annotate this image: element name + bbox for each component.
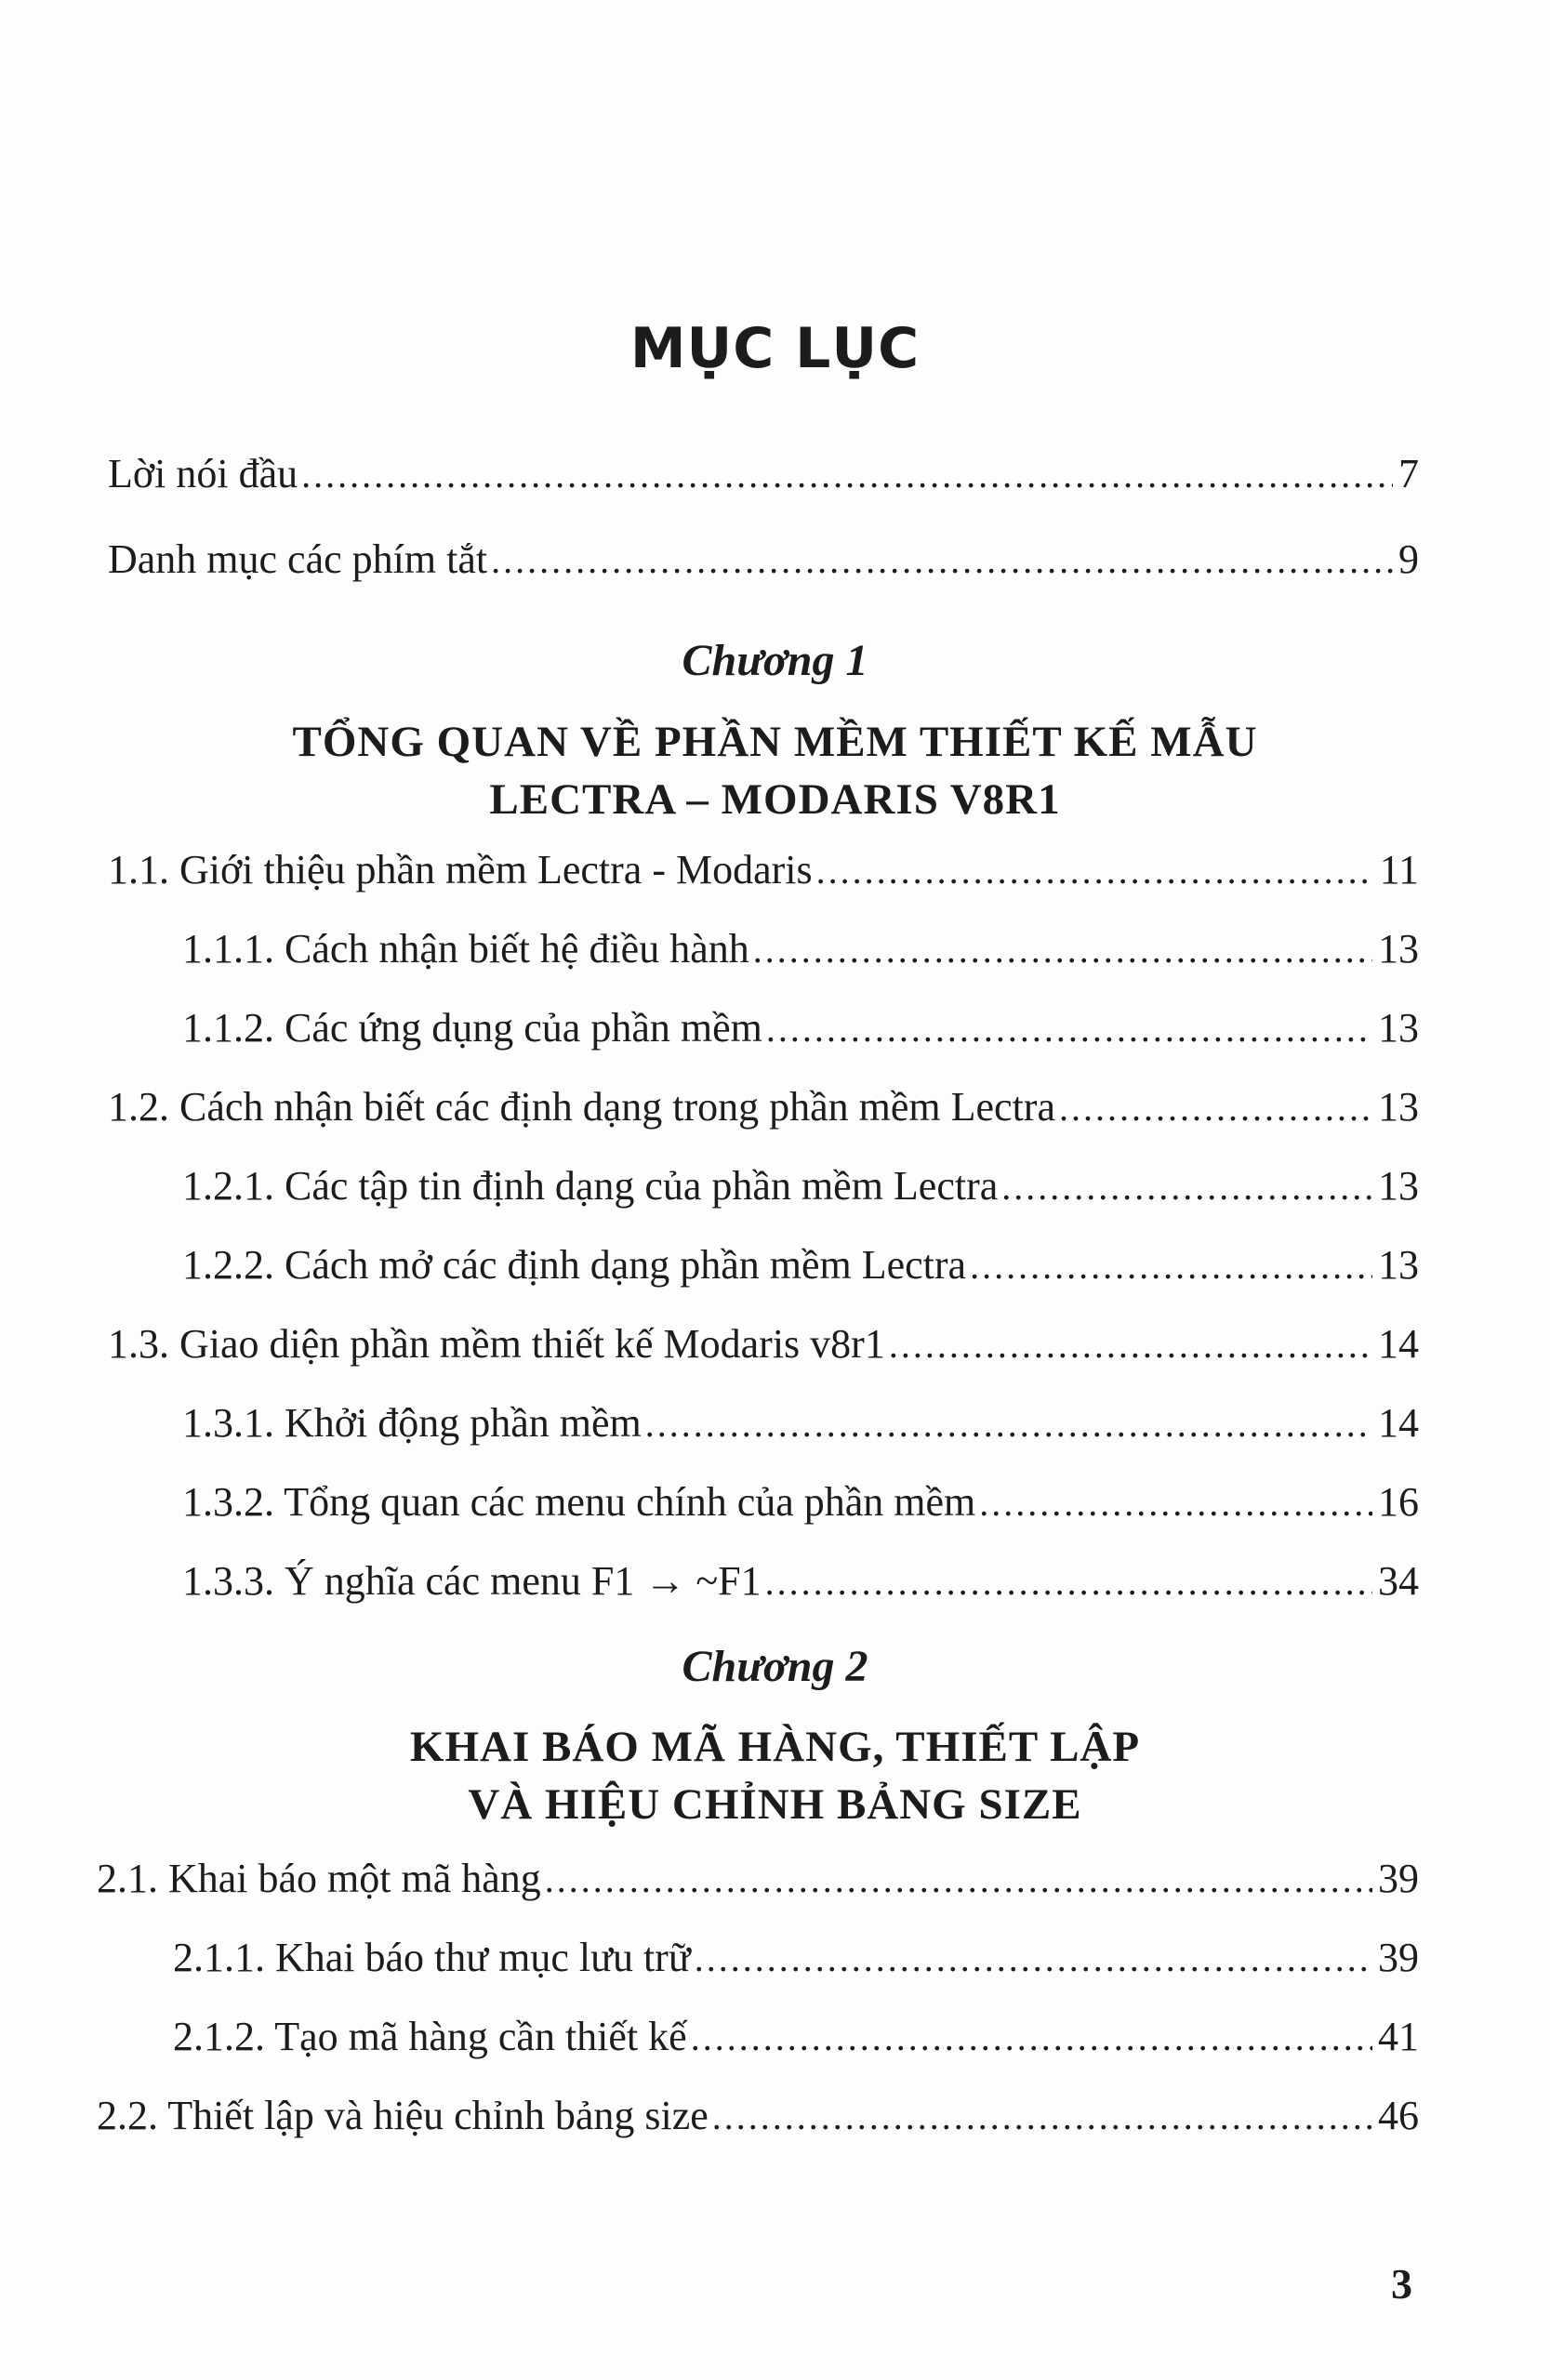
toc-entry-page: 13 [1378,926,1419,972]
dot-leader [766,1007,1372,1051]
toc-entry-2-2 [97,2092,1419,2141]
toc-entry-page: 39 [1378,1935,1419,1980]
toc-entry-page: 13 [1378,1084,1419,1130]
toc-entry-2-1 [97,1855,1419,1904]
toc-entry-foreword [108,450,1419,499]
toc-entry-1-2 [108,1083,1419,1132]
dot-leader [816,849,1374,893]
toc-entry-text: 1.2. Cách nhận biết các định dạng trong phần mềm Lectra [108,1084,1055,1130]
toc-entry-text: Lời nói đầu [108,451,298,496]
dot-leader [491,538,1393,583]
toc-entry-text: 2.1. Khai báo một mã hàng [97,1856,541,1901]
toc-entry-text: Danh mục các phím tắt [108,536,488,582]
dot-leader [753,928,1372,972]
chapter-1-label: Chương 1 [682,636,868,685]
toc-entry-1-1-1 [182,925,1419,974]
dot-leader [765,1560,1372,1605]
chapter-2-title-line-1: KHAI BÁO MÃ HÀNG, THIẾT LẬP [409,1723,1141,1771]
toc-entry-1-1 [108,846,1419,895]
chapter-2-title-line-2: VÀ HIỆU CHỈNH BẢNG SIZE [468,1780,1082,1829]
toc-entry-shortcuts [108,536,1419,585]
toc-entry-page: 41 [1378,2014,1419,2059]
dot-leader [1059,1086,1372,1130]
toc-entry-2-1-1 [173,1934,1419,1983]
toc-entry-text: 1.1.2. Các ứng dụng của phần mềm [182,1005,762,1051]
toc-entry-text: 1.3.3. Ý nghĩa các menu F1 → ~F1 [182,1558,762,1604]
toc-entry-page: 16 [1378,1479,1419,1525]
toc-entry-page: 34 [1378,1558,1419,1604]
toc-entry-page: 14 [1378,1400,1419,1446]
dot-leader [695,1937,1372,1981]
toc-entry-page: 13 [1378,1163,1419,1209]
toc-entry-text: 1.3.2. Tổng quan các menu chính của phần mềm [182,1479,976,1525]
dot-leader [1001,1165,1372,1210]
chapter-1-title-line-2: LECTRA – MODARIS V8R1 [489,775,1061,824]
toc-entry-1-3-1 [182,1399,1419,1448]
toc-entry-1-3 [108,1320,1419,1369]
toc-entry-page: 11 [1379,847,1419,892]
toc-entry-page: 13 [1378,1005,1419,1051]
toc-entry-text: 1.3. Giao diện phần mềm thiết kế Modaris v8r1 [108,1321,885,1367]
toc-entry-1-2-1 [182,1162,1419,1211]
dot-leader [970,1244,1372,1289]
dot-leader [545,1858,1372,1902]
dot-leader [691,2016,1372,2060]
dot-leader [712,2095,1372,2139]
page-title: MỤC LỤC [629,316,921,381]
toc-entry-text: 1.1.1. Cách nhận biết hệ điều hành [182,926,749,972]
toc-entry-text: 2.2. Thiết lập và hiệu chỉnh bảng size [97,2093,709,2138]
toc-entry-page: 39 [1378,1856,1419,1901]
toc-entry-page: 13 [1378,1242,1419,1288]
toc-entry-page: 7 [1398,451,1419,496]
toc-entry-1-3-2 [182,1478,1419,1527]
toc-entry-text: 1.2.2. Cách mở các định dạng phần mềm Lectra [182,1242,967,1288]
dot-leader [645,1402,1372,1447]
toc-entry-text: 1.3.1. Khởi động phần mềm [182,1400,642,1446]
toc-entry-1-1-2 [182,1004,1419,1053]
toc-entry-text: 2.1.2. Tạo mã hàng cần thiết kế [173,2014,687,2059]
toc-entry-text: 1.1. Giới thiệu phần mềm Lectra - Modaris [108,847,813,892]
toc-entry-1-2-2 [182,1241,1419,1290]
toc-entry-text: 1.2.1. Các tập tin định dạng của phần mềm Lectra [182,1163,999,1209]
page-number: 3 [1391,2260,1412,2307]
chapter-1-title-line-1: TỔNG QUAN VỀ PHẦN MỀM THIẾT KẾ MẪU [292,718,1258,766]
dot-leader [301,453,1393,497]
toc-entry-page: 14 [1378,1321,1419,1367]
toc-entry-1-3-3 [182,1557,1419,1606]
toc-entry-page: 46 [1378,2093,1419,2138]
toc-entry-text: 2.1.1. Khai báo thư mục lưu trữ [173,1935,691,1980]
toc-entry-page: 9 [1398,536,1419,582]
toc-entry-2-1-2 [173,2013,1419,2062]
dot-leader [889,1323,1372,1368]
dot-leader [979,1481,1372,1526]
chapter-2-label: Chương 2 [682,1642,868,1691]
